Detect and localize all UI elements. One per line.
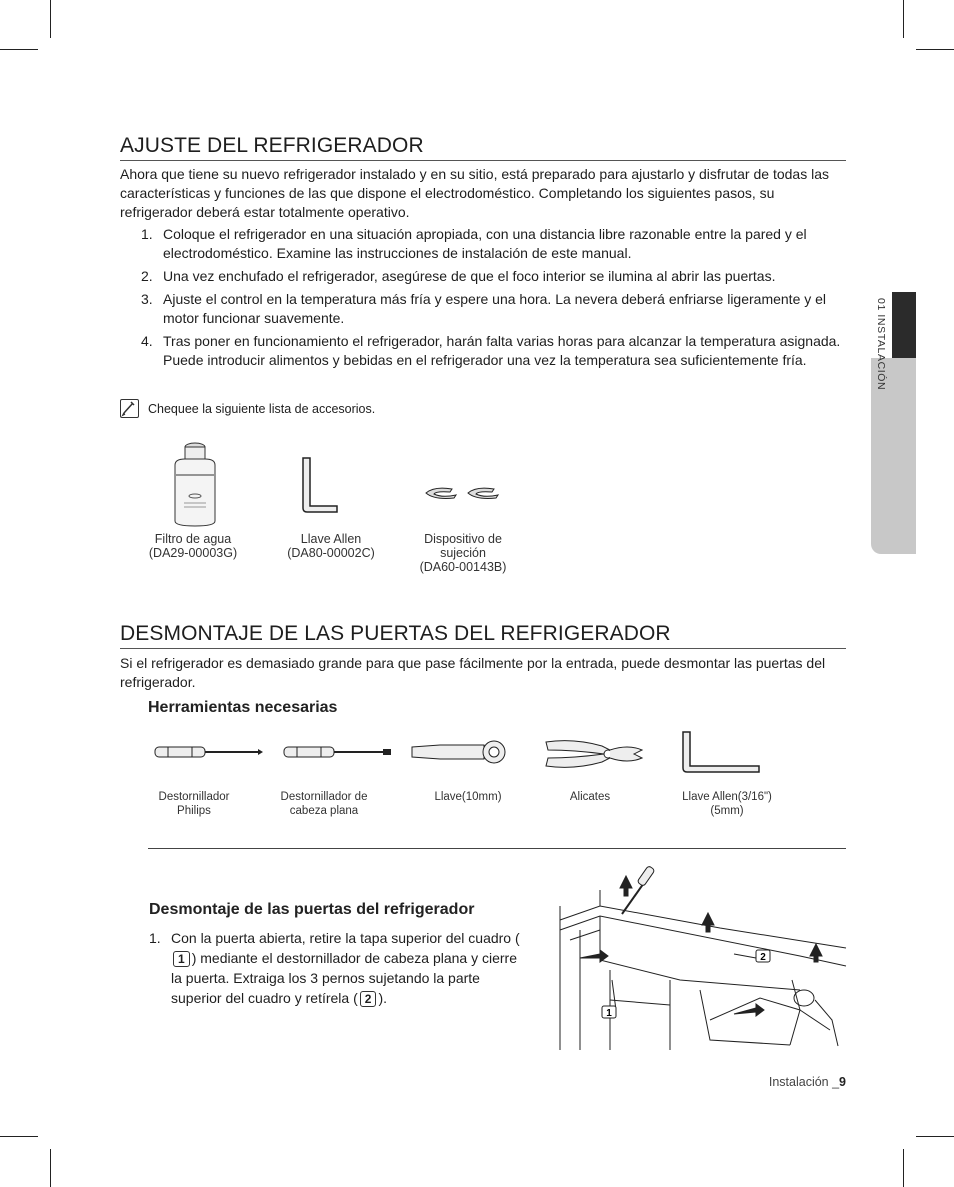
flathead-screwdriver-image [283, 744, 393, 760]
diagram-callout-1: 1 [606, 1008, 612, 1019]
setup-step [141, 290, 841, 328]
step-text: Tras poner en funcionamiento el refrigerador, harán falta varias horas para alcanzar la temperatura asignada. Puede introducir alimentos y bebidas en el refrigerador una vez la temperatura sea suficientemente fría. [163, 333, 841, 368]
accessory-name: Llave Allen [300, 532, 362, 546]
step-text-part: ) mediante el destornillador de cabeza plana y cierre la puerta. Extraiga los 3 pernos sujetando la parte superior del cuadro y retírela ( [171, 950, 517, 1006]
setup-step [141, 225, 841, 263]
step-number: 4. [141, 333, 153, 349]
note-icon [120, 399, 139, 418]
step-text: Ajuste el control en la temperatura más fría y espere una hora. La nevera deberá enfriarse ligeramente y el motor funcionar suavemente. [163, 291, 827, 326]
step-number: 3. [141, 291, 153, 307]
accessory-water-filter [133, 532, 253, 560]
tools-heading: Herramientas necesarias [148, 699, 338, 716]
section-intro-ajuste: Ahora que tiene su nuevo refrigerador instalado y en su sitio, está preparado para ajustarlo y disfrutar de todas las características y funciones de las que dispone el electrodoméstico. Completando los siguientes pasos, su refrigerador deberá estar totalmente operativo. [120, 166, 829, 220]
step-number: 1. [149, 930, 161, 946]
tool-name-cont: (5mm) [710, 805, 744, 817]
pliers-image [544, 736, 644, 772]
step-text-part: Con la puerta abierta, retire la tapa superior del cuadro ( [171, 930, 520, 946]
door-hinge-diagram [560, 870, 846, 1050]
crop-mark [916, 1136, 954, 1137]
accessory-allen-key [271, 532, 391, 560]
crop-mark [0, 1136, 38, 1137]
tool-name-cont: Philips [177, 805, 211, 817]
tool-phillips [144, 790, 244, 818]
step-text: Una vez enchufado el refrigerador, asegúrese de que el foco interior se ilumina al abrir las puertas. [163, 268, 776, 284]
water-filter-image [170, 441, 220, 527]
phillips-screwdriver-image [154, 744, 264, 760]
setup-step [141, 267, 841, 286]
tool-pliers [540, 790, 640, 804]
step-number: 1. [141, 226, 153, 242]
section-divider [148, 848, 846, 849]
section-title-desmontaje: DESMONTAJE DE LAS PUERTAS DEL REFRIGERADOR [120, 622, 846, 649]
accessory-code: (DA29-00003G) [148, 546, 238, 560]
fastening-device-image [424, 486, 502, 500]
door-removal-step-1 [149, 928, 529, 1008]
crop-mark [50, 0, 51, 38]
accessory-fastening-device [412, 532, 514, 574]
page-footer [740, 1075, 846, 1089]
tool-name: Alicates [569, 791, 611, 803]
allen-key-image [300, 456, 340, 514]
callout-ref-2: 2 [360, 991, 377, 1007]
tool-name: Destornillador [158, 791, 230, 803]
crop-mark [0, 49, 38, 50]
accessory-name: Filtro de agua [154, 532, 232, 546]
crop-mark [916, 49, 954, 50]
setup-step [141, 332, 841, 370]
accessory-code: (DA80-00002C) [287, 546, 375, 560]
crop-mark [903, 0, 904, 38]
section-title-ajuste: AJUSTE DEL REFRIGERADOR [120, 134, 846, 161]
tool-name: Llave(10mm) [434, 791, 502, 803]
crop-mark [50, 1149, 51, 1187]
step-number: 2. [141, 268, 153, 284]
accessory-name: Dispositivo de sujeción [424, 532, 502, 560]
accessory-code: (DA60-00143B) [419, 560, 507, 574]
side-tab-marker [892, 292, 916, 358]
door-removal-subheading: Desmontaje de las puertas del refrigerador [149, 901, 475, 918]
page-number: 9 [839, 1075, 846, 1089]
callout-ref-1: 1 [173, 951, 190, 967]
step-text-part: ). [378, 990, 388, 1006]
note-text: Chequee la siguiente lista de accesorios. [148, 402, 376, 416]
tool-flathead [269, 790, 379, 818]
section-intro-desmontaje: Si el refrigerador es demasiado grande para que pase fácilmente por la entrada, puede desmontar las puertas del refrigerador. [120, 655, 826, 690]
footer-label: Instalación _ [768, 1075, 840, 1089]
tool-name: Llave Allen(3/16") [682, 791, 772, 803]
step-text: Coloque el refrigerador en una situación apropiada, con una distancia libre razonable entre la pared y el electrodoméstico. Examine las instrucciones de instalación de este manual. [163, 226, 807, 261]
diagram-callout-2: 2 [760, 952, 766, 963]
tool-name: Destornillador de [280, 791, 368, 803]
allen-wrench-image [681, 730, 761, 774]
setup-steps-list [141, 225, 841, 374]
tool-name-cont: cabeza plana [289, 805, 359, 817]
side-tab-label: 01 INSTALACIÓN [875, 298, 887, 391]
wrench-image [410, 739, 506, 765]
tool-allen-wrench [667, 790, 787, 818]
tool-wrench [418, 790, 518, 804]
step-text [149, 928, 529, 1008]
crop-mark [903, 1149, 904, 1187]
